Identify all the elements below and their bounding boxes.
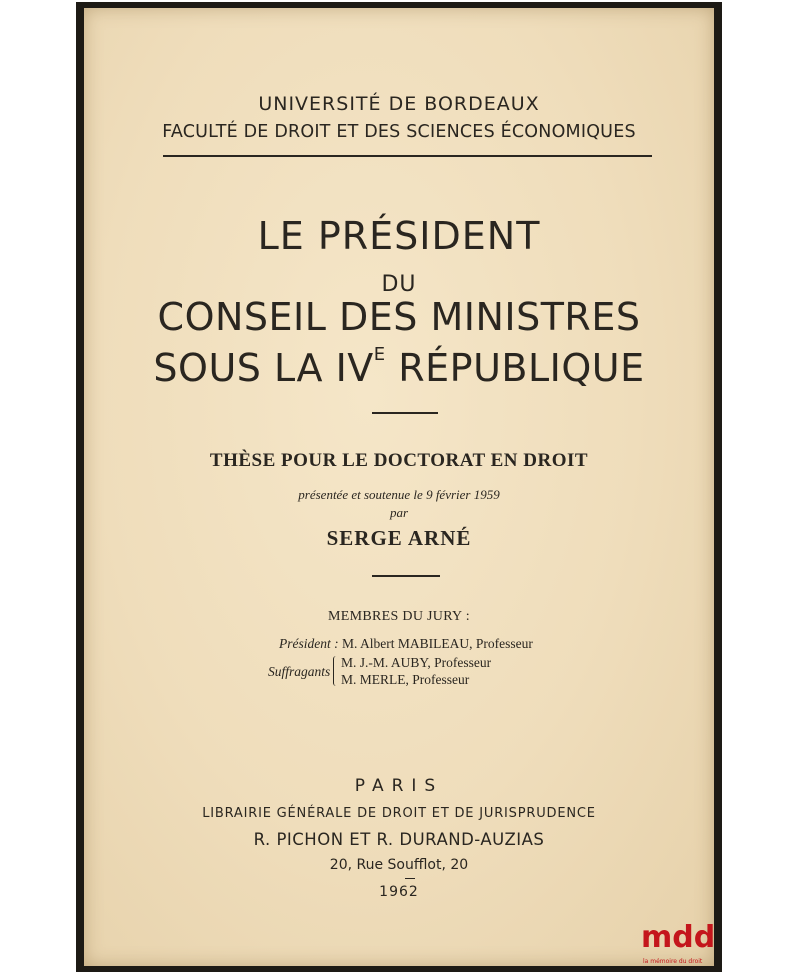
jury-suffragants-role: Suffragants xyxy=(268,664,331,679)
university-name: UNIVERSITÉ DE BORDEAUX xyxy=(258,93,540,115)
faculty-name: FACULTÉ DE DROIT ET DES SCIENCES ÉCONOMIQUES xyxy=(162,122,636,142)
header-rule xyxy=(163,155,652,157)
jury-heading: MEMBRES DU JURY : xyxy=(328,609,470,624)
address-dash xyxy=(405,878,415,879)
jury-brace xyxy=(333,656,339,686)
library-name: LIBRAIRIE GÉNÉRALE DE DROIT ET DE JURISPRUDENCE xyxy=(202,806,596,821)
thesis-label: THÈSE POUR LE DOCTORAT EN DROIT xyxy=(209,450,589,471)
mdd-logo xyxy=(641,920,721,974)
publication-city: PARIS xyxy=(354,776,444,796)
publication-year: 1962 xyxy=(379,884,419,900)
jury-president xyxy=(279,636,533,652)
publisher-name: R. PICHON ET R. DURAND-AUZIAS xyxy=(253,830,545,849)
author-rule xyxy=(372,575,440,577)
title-line-1: LE PRÉSIDENT xyxy=(257,214,541,258)
author-name: SERGE ARNÉ xyxy=(326,526,472,550)
jury-member-2: M. MERLE, Professeur xyxy=(341,672,470,687)
title-line-4: SOUS LA $IV^E$ RÉPUBLIQUE xyxy=(153,344,645,390)
title-line-3: CONSEIL DES MINISTRES xyxy=(157,295,641,339)
by-label: par xyxy=(389,505,409,520)
defense-date: présentée et soutenue le 9 février 1959 xyxy=(298,487,500,502)
title-line-2: DU xyxy=(381,272,417,297)
president-name: M. Albert MABILEAU, Professeur xyxy=(342,636,533,651)
president-role: Président : xyxy=(279,636,339,651)
title-rule xyxy=(372,412,438,414)
publisher-address: 20, Rue Soufflot, 20 xyxy=(329,857,469,873)
superscript-e: E xyxy=(373,344,386,365)
logo-tagline: la mémoire du droit xyxy=(643,958,703,965)
jury-member-1: M. J.-M. AUBY, Professeur xyxy=(341,655,492,670)
logo-wordmark: mdd xyxy=(641,920,716,955)
